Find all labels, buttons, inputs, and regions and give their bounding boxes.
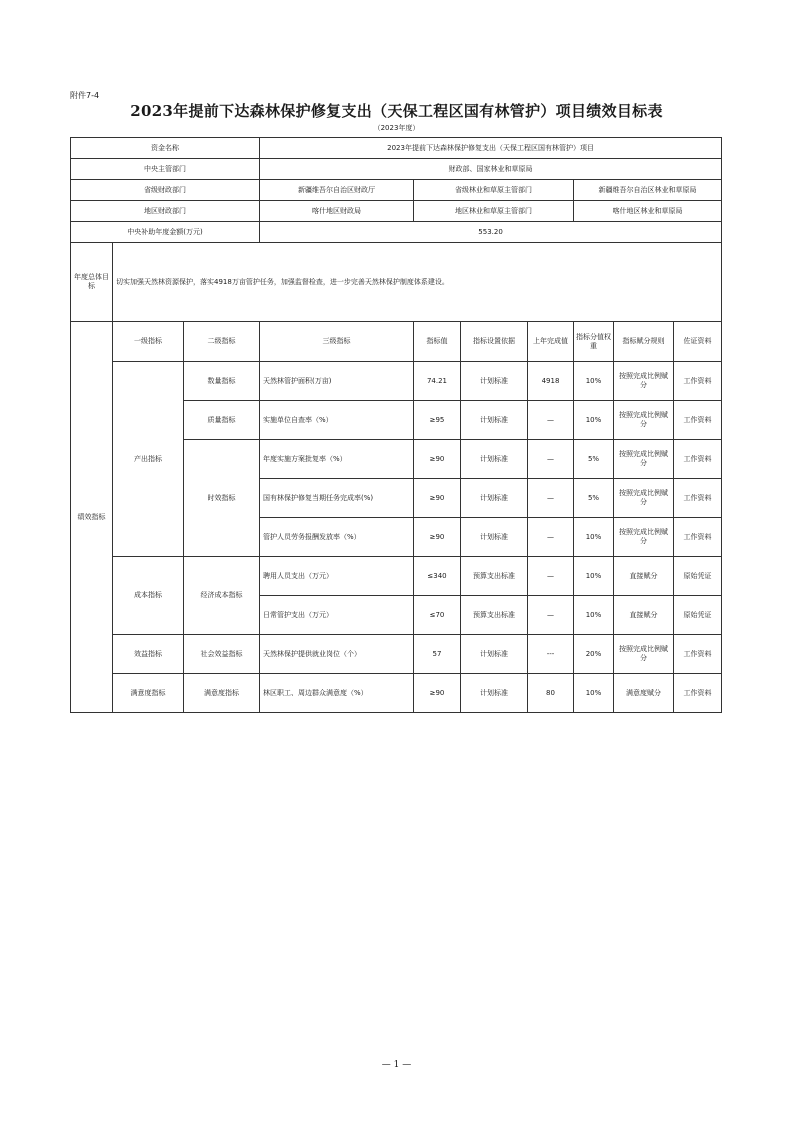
indicator-evidence: 工作资料 [674, 479, 722, 518]
page-number: — 1 — [381, 1060, 412, 1070]
indicator-basis: 计划标准 [461, 362, 528, 401]
performance-table [70, 137, 722, 713]
indicator-rule: 直接赋分 [614, 596, 674, 635]
indicator-rule: 按照完成比例赋分 [614, 518, 674, 557]
indicator-value: 57 [414, 635, 461, 674]
indicator-evidence: 工作资料 [674, 440, 722, 479]
prov-finance-value: 新疆维吾尔自治区财政厅 [260, 180, 414, 201]
table-row [71, 635, 722, 674]
indicator-name: 日常管护支出（万元） [260, 596, 414, 635]
indicator-basis: 计划标准 [461, 440, 528, 479]
page-title: 2023年提前下达森林保护修复支出（天保工程区国有林管护）项目绩效目标表 [130, 102, 663, 120]
indicator-value: ≥90 [414, 674, 461, 713]
header-rule: 指标赋分规则 [614, 322, 674, 362]
subsidy-row [71, 222, 722, 243]
perf-indicator-label: 绩效指标 [71, 322, 113, 713]
header-value: 指标值 [414, 322, 461, 362]
central-dept-row [71, 159, 722, 180]
indicator-evidence: 工作资料 [674, 362, 722, 401]
region-finance-label: 地区财政部门 [71, 201, 260, 222]
indicator-basis: 计划标准 [461, 635, 528, 674]
indicator-last-year: 80 [528, 674, 574, 713]
indicator-name: 天然林管护面积(万亩) [260, 362, 414, 401]
indicator-name: 实施单位自查率（%） [260, 401, 414, 440]
region-forest-value: 喀什地区林业和草原局 [574, 201, 722, 222]
indicator-weight: 10% [574, 518, 614, 557]
indicator-value: ≥90 [414, 518, 461, 557]
indicator-last-year: — [528, 479, 574, 518]
fund-name-label: 资金名称 [71, 138, 260, 159]
year-label: （2023年度） [373, 124, 420, 132]
indicator-evidence: 原始凭证 [674, 557, 722, 596]
region-finance-value: 喀什地区财政局 [260, 201, 414, 222]
indicator-basis: 计划标准 [461, 479, 528, 518]
indicator-last-year: — [528, 440, 574, 479]
indicator-value: ≤70 [414, 596, 461, 635]
indicator-evidence: 工作资料 [674, 635, 722, 674]
indicator-name: 年度实施方案批复率（%） [260, 440, 414, 479]
central-dept-label: 中央主管部门 [71, 159, 260, 180]
header-level2: 二级指标 [184, 322, 260, 362]
indicator-last-year: --- [528, 635, 574, 674]
overall-goal-value: 切实加强天然林资源保护，落实4918万亩管护任务，加强监督检查，进一步完善天然林保护制度体系建设。 [113, 243, 722, 322]
indicator-weight: 20% [574, 635, 614, 674]
attachment-label: 附件7-4 [70, 91, 100, 100]
indicator-last-year: — [528, 518, 574, 557]
region-forest-label: 地区林业和草原主管部门 [414, 201, 574, 222]
prov-finance-label: 省级财政部门 [71, 180, 260, 201]
header-evidence: 佐证资料 [674, 322, 722, 362]
overall-goal-row [71, 243, 722, 322]
indicator-name: 国有林保护修复当期任务完成率(%) [260, 479, 414, 518]
indicator-name: 天然林保护提供就业岗位（个） [260, 635, 414, 674]
indicator-rule: 按照完成比例赋分 [614, 635, 674, 674]
indicator-rule: 按照完成比例赋分 [614, 362, 674, 401]
region-dept-row [71, 201, 722, 222]
table-row [71, 557, 722, 596]
level1-satisfaction: 满意度指标 [113, 674, 184, 713]
indicator-value: ≥95 [414, 401, 461, 440]
level2-economic-cost: 经济成本指标 [184, 557, 260, 635]
level2-quality: 质量指标 [184, 401, 260, 440]
indicator-basis: 计划标准 [461, 518, 528, 557]
level2-satisfaction: 满意度指标 [184, 674, 260, 713]
indicator-evidence: 工作资料 [674, 401, 722, 440]
indicator-evidence: 工作资料 [674, 518, 722, 557]
indicator-value: ≥90 [414, 479, 461, 518]
indicator-basis: 计划标准 [461, 401, 528, 440]
level1-output: 产出指标 [113, 362, 184, 557]
indicator-last-year: — [528, 557, 574, 596]
header-last-year: 上年完成值 [528, 322, 574, 362]
header-weight: 指标分值权重 [574, 322, 614, 362]
indicator-last-year: — [528, 401, 574, 440]
level2-social-benefit: 社会效益指标 [184, 635, 260, 674]
indicator-weight: 5% [574, 479, 614, 518]
indicator-rule: 按照完成比例赋分 [614, 440, 674, 479]
indicator-rule: 满意度赋分 [614, 674, 674, 713]
indicator-value: ≥90 [414, 440, 461, 479]
fund-name-value: 2023年提前下达森林保护修复支出（天保工程区国有林管护）项目 [260, 138, 722, 159]
indicator-evidence: 工作资料 [674, 674, 722, 713]
indicator-weight: 10% [574, 362, 614, 401]
indicator-name: 林区职工、周边群众满意度（%） [260, 674, 414, 713]
indicator-last-year: — [528, 596, 574, 635]
level2-quantity: 数量指标 [184, 362, 260, 401]
overall-goal-label: 年度总体目标 [71, 243, 113, 322]
indicator-basis: 预算支出标准 [461, 557, 528, 596]
indicator-rule: 按照完成比例赋分 [614, 479, 674, 518]
prov-forest-value: 新疆维吾尔自治区林业和草原局 [574, 180, 722, 201]
indicator-name: 管护人员劳务报酬发放率（%） [260, 518, 414, 557]
prov-dept-row [71, 180, 722, 201]
header-level3: 三级指标 [260, 322, 414, 362]
indicator-basis: 计划标准 [461, 674, 528, 713]
level1-benefit: 效益指标 [113, 635, 184, 674]
indicator-rule: 按照完成比例赋分 [614, 401, 674, 440]
fund-name-row [71, 138, 722, 159]
table-row [71, 362, 722, 401]
indicator-weight: 10% [574, 401, 614, 440]
header-row [71, 322, 722, 362]
level2-timeliness: 时效指标 [184, 440, 260, 557]
header-level1: 一级指标 [113, 322, 184, 362]
indicator-rule: 直接赋分 [614, 557, 674, 596]
indicator-weight: 5% [574, 440, 614, 479]
indicator-name: 聘用人员支出（万元） [260, 557, 414, 596]
table-row [71, 674, 722, 713]
indicator-weight: 10% [574, 596, 614, 635]
indicator-value: ≤340 [414, 557, 461, 596]
header-basis: 指标设置依据 [461, 322, 528, 362]
level1-cost: 成本指标 [113, 557, 184, 635]
subsidy-value: 553.20 [260, 222, 722, 243]
subsidy-label: 中央补助年度金额(万元) [71, 222, 260, 243]
prov-forest-label: 省级林业和草原主管部门 [414, 180, 574, 201]
indicator-weight: 10% [574, 557, 614, 596]
indicator-evidence: 原始凭证 [674, 596, 722, 635]
indicator-value: 74.21 [414, 362, 461, 401]
indicator-last-year: 4918 [528, 362, 574, 401]
indicator-weight: 10% [574, 674, 614, 713]
indicator-basis: 预算支出标准 [461, 596, 528, 635]
central-dept-value: 财政部、国家林业和草原局 [260, 159, 722, 180]
